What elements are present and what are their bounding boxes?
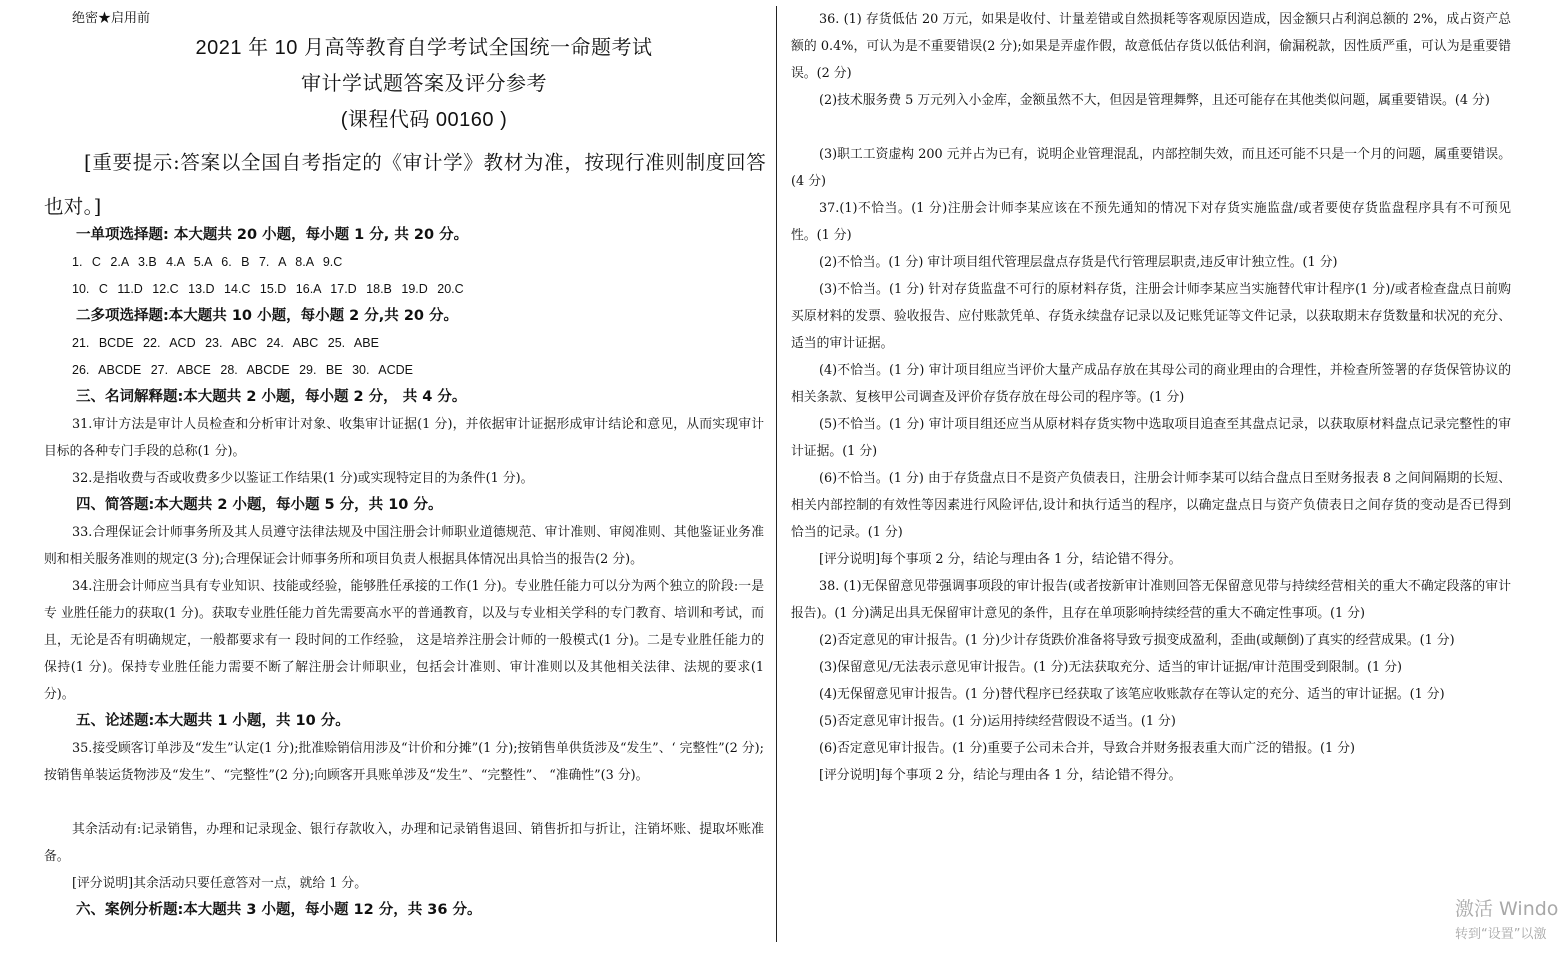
answer-36-2: (2)技术服务费 5 万元列入小金库，金额虽然不大，但因是管理舞弊，且还可能存在其他类似问题，属重要错误。(4 分) — [819, 93, 1490, 108]
column-divider — [776, 6, 777, 942]
answer-32: 32.是指收费与否或收费多少以鉴证工作结果(1 分)或实现特定目的为条件(1 分)。 — [72, 471, 534, 486]
section-3-heading: 三、名词解释题:本大题共 2 小题，每小题 2 分， 共 4 分。 — [76, 389, 467, 405]
answer-38-scoring-note: [评分说明]每个事项 2 分，结论与理由各 1 分，结论错不得分。 — [819, 768, 1182, 783]
section-1-answers-row-1: 1. C 2.A 3.B 4.A 5.A 6. B 7. A 8.A 9.C — [72, 255, 343, 269]
course-code: (课程代码 00160 ) — [340, 109, 508, 131]
answer-33: 33.合理保证会计师事务所及其人员遵守法律法规及中国注册会计师职业道德规范、审计准则、审阅准则、其他鉴证业务准则和相关服务准则的规定(3 分);合理保证会计师事务所和项目负责人根据具体情况出具恰当的报告(2 分)。 — [44, 525, 764, 567]
section-1-heading: 一单项选择题: 本大题共 20 小题，每小题 1 分, 共 20 分。 — [76, 227, 469, 243]
answer-38-1: 38. (1)无保留意见带强调事项段的审计报告(或者按新审计准则回答无保留意见带与持续经营相关的重大不确定段落的审计报告)。(1 分)满足出具无保留审计意见的条件，且存在单项影响持续经营的重大不确定性事项。(1 分) — [791, 579, 1511, 621]
answer-37-2: (2)不恰当。(1 分) 审计项目组代管理层盘点存货是代行管理层职责,违反审计独立性。(1 分) — [819, 255, 1338, 270]
answer-38-6: (6)否定意见审计报告。(1 分)重要子公司未合并，导致合并财务报表重大而广泛的错报。(1 分) — [819, 741, 1356, 756]
answer-35-other-activities: 其余活动有:记录销售，办理和记录现金、银行存款收入，办理和记录销售退回、销售折扣与折让，注销坏账、提取坏账准备。 — [44, 822, 764, 864]
section-2-heading: 二多项选择题:本大题共 10 小题，每小题 2 分,共 20 分。 — [76, 308, 459, 324]
section-1-answers-row-2: 10. C 11.D 12.C 13.D 14.C 15.D 16.A 17.D 18.B 19.D 20.C — [72, 282, 464, 296]
answer-38-2: (2)否定意见的审计报告。(1 分)少计存货跌价准备将导致亏损变成盈利，歪曲(或颠倒)了真实的经营成果。(1 分) — [819, 633, 1455, 648]
section-6-heading: 六、案例分析题:本大题共 3 小题，每小题 12 分，共 36 分。 — [76, 902, 482, 918]
section-4-heading: 四、简答题:本大题共 2 小题，每小题 5 分，共 10 分。 — [76, 497, 443, 513]
answer-36-1: 36. (1) 存货低估 20 万元，如果是收付、计量差错或自然损耗等客观原因造成，因金额只占利润总额的 2%，成占资产总额的 0.4%，可认为是不重要错误(2 分);如果是弄虚作假，故意低估存货以低估利润，偷漏税款，因性质严重，可认为是重要错误。(2 分) — [791, 12, 1511, 81]
section-2-answers-row-1: 21. BCDE 22. ACD 23. ABC 24. ABC 25. ABE — [72, 336, 379, 350]
answer-37-scoring-note: [评分说明]每个事项 2 分，结论与理由各 1 分，结论错不得分。 — [819, 552, 1182, 567]
watermark-line-1: 激活 Windo — [1455, 898, 1559, 920]
answer-37-1: 37.(1)不恰当。(1 分)注册会计师李某应该在不预先通知的情况下对存货实施监盘/或者要使存货监盘程序具有不可预见性。(1 分) — [791, 201, 1511, 243]
answer-37-3: (3)不恰当。(1 分) 针对存货监盘不可行的原材料存货，注册会计师李某应当实施替代审计程序(1 分)/或者检查盘点日前购买原材料的发票、验收报告、应付账款凭单、存货永续盘存记录以及记账凭证等文件记录，以获取期末存货数量和状况的充分、适当的审计证据。 — [791, 282, 1511, 351]
section-5-heading: 五、论述题:本大题共 1 小题，共 10 分。 — [76, 713, 350, 729]
answer-37-6: (6)不恰当。(1 分) 由于存货盘点日不是资产负债表日，注册会计师李某可以结合盘点日至财务报表 8 之间间隔期的长短、相关内部控制的有效性等因素进行风险评估,设计和执行适当的程序，以确定盘点日与资产负债表日之间存货的变动是否已得到恰当的记录。(1 分) — [791, 471, 1511, 540]
answer-31: 31.审计方法是审计人员检查和分析审计对象、收集审计证据(1 分)，并依据审计证据形成审计结论和意见，从而实现审计目标的各种专门手段的总称(1 分)。 — [44, 417, 764, 459]
important-notice: [重要提示:答案以全国自考指定的《审计学》教材为准，按现行准则制度回答也对。] — [44, 151, 766, 218]
answer-34: 34.注册会计师应当具有专业知识、技能或经验，能够胜任承接的工作(1 分)。专业胜任能力可以分为两个独立的阶段:一是专 业胜任能力的获取(1 分)。获取专业胜任能力首先需要高水平的普通教育，以及与专业相关学科的专门教育、培训和考试，而且，无论是否有明确规定，一般都要求有一 段时间的工作经验， 这是培养注册会计师的一般模式(1 分)。二是专业胜任能力的保持(1 分)。保持专业胜任能力需要不断了解注册会计师职业，包括会计准则、审计准则以及其他相关法律、法规的要求(1 分)。 — [44, 579, 764, 702]
answer-38-3: (3)保留意见/无法表示意见审计报告。(1 分)无法获取充分、适当的审计证据/审计范围受到限制。(1 分) — [819, 660, 1403, 675]
windows-activation-watermark — [1455, 894, 1558, 942]
section-2-answers-row-2: 26. ABCDE 27. ABCE 28. ABCDE 29. BE 30. ACDE — [72, 363, 413, 377]
confidential-mark: 绝密★启用前 — [72, 11, 151, 26]
answer-38-4: (4)无保留意见审计报告。(1 分)替代程序已经获取了该笔应收账款存在等认定的充分、适当的审计证据。(1 分) — [819, 687, 1445, 702]
exam-subtitle: 审计学试题答案及评分参考 — [301, 73, 547, 95]
exam-title: 2021 年 10 月高等教育自学考试全国统一命题考试 — [195, 37, 653, 59]
watermark-line-2: 转到“设置”以激 — [1455, 927, 1547, 942]
answer-37-5: (5)不恰当。(1 分) 审计项目组还应当从原材料存货实物中选取项目追查至其盘点记录，以获取原材料盘点记录完整性的审计证据。(1 分) — [791, 417, 1511, 459]
answer-35-scoring-note: [评分说明]其余活动只要任意答对一点，就给 1 分。 — [72, 876, 367, 891]
answer-38-5: (5)否定意见审计报告。(1 分)运用持续经营假设不适当。(1 分) — [819, 714, 1176, 729]
answer-36-3: (3)职工工资虚构 200 元并占为已有，说明企业管理混乱，内部控制失效，而且还可能不只是一个月的问题，属重要错误。(4 分) — [791, 147, 1511, 189]
answer-35: 35.接受顾客订单涉及“发生”认定(1 分);批准赊销信用涉及“计价和分摊”(1 分);按销售单供货涉及“发生”、‘ 完整性”(2 分);按销售单装运货物涉及“发生”、“完整性”(2 分);向顾客开具账单涉及“发生”、“完整性”、 “准确性”(3 分)。 — [44, 741, 764, 783]
answer-37-4: (4)不恰当。(1 分) 审计项目组应当评价大量产成品存放在其母公司的商业理由的合理性，并检查所签署的存货保管协议的相关条款、复核甲公司调查及评价存货存放在母公司的程序等。(1 分) — [791, 363, 1511, 405]
